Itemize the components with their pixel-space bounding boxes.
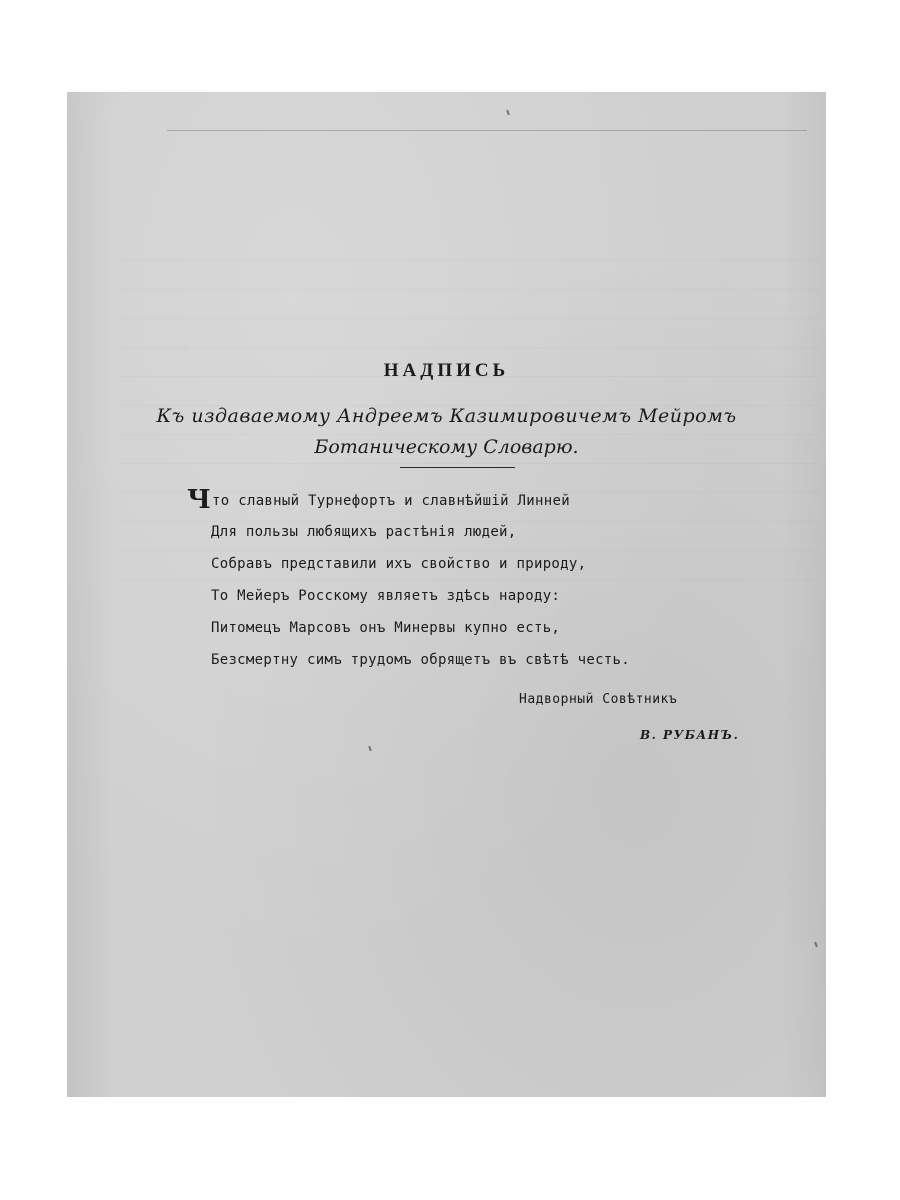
subtitle-line-1: Къ издаваемому Андреемъ Казимировичемъ Мейромъ xyxy=(156,405,737,427)
ink-speck xyxy=(506,110,510,115)
poem-line-5: Питомецъ Марсовъ онъ Минервы купно есть, xyxy=(211,620,561,636)
subtitle-line-2: Ботаническому Словарю. xyxy=(314,436,579,458)
poem xyxy=(187,484,707,676)
poem-line-text: то славный Турнефортъ и славнѣйшій Линней xyxy=(212,493,570,509)
title-divider xyxy=(400,467,515,468)
signature-name: В. РУБАНЪ. xyxy=(640,728,740,742)
poem-line-3: Собравъ представили ихъ свойство и природу, xyxy=(211,556,587,572)
poem-line-2: Для пользы любящихъ растѣнія людей, xyxy=(211,524,517,540)
page-content xyxy=(67,92,826,1097)
page-title: НАДПИСЬ xyxy=(383,360,510,381)
poem-line-1 xyxy=(187,484,707,516)
ink-speck xyxy=(368,746,372,751)
signature-role: Надворный Совѣтникъ xyxy=(519,692,678,707)
ink-speck xyxy=(814,942,818,947)
drop-cap: Ч xyxy=(187,485,212,515)
poem-line-4: То Мейеръ Росскому являетъ здѣсь народу: xyxy=(211,588,561,604)
scanned-page xyxy=(67,92,826,1097)
poem-line-6: Безсмертну симъ трудомъ обрящетъ въ свѣтѣ честь. xyxy=(211,652,630,668)
